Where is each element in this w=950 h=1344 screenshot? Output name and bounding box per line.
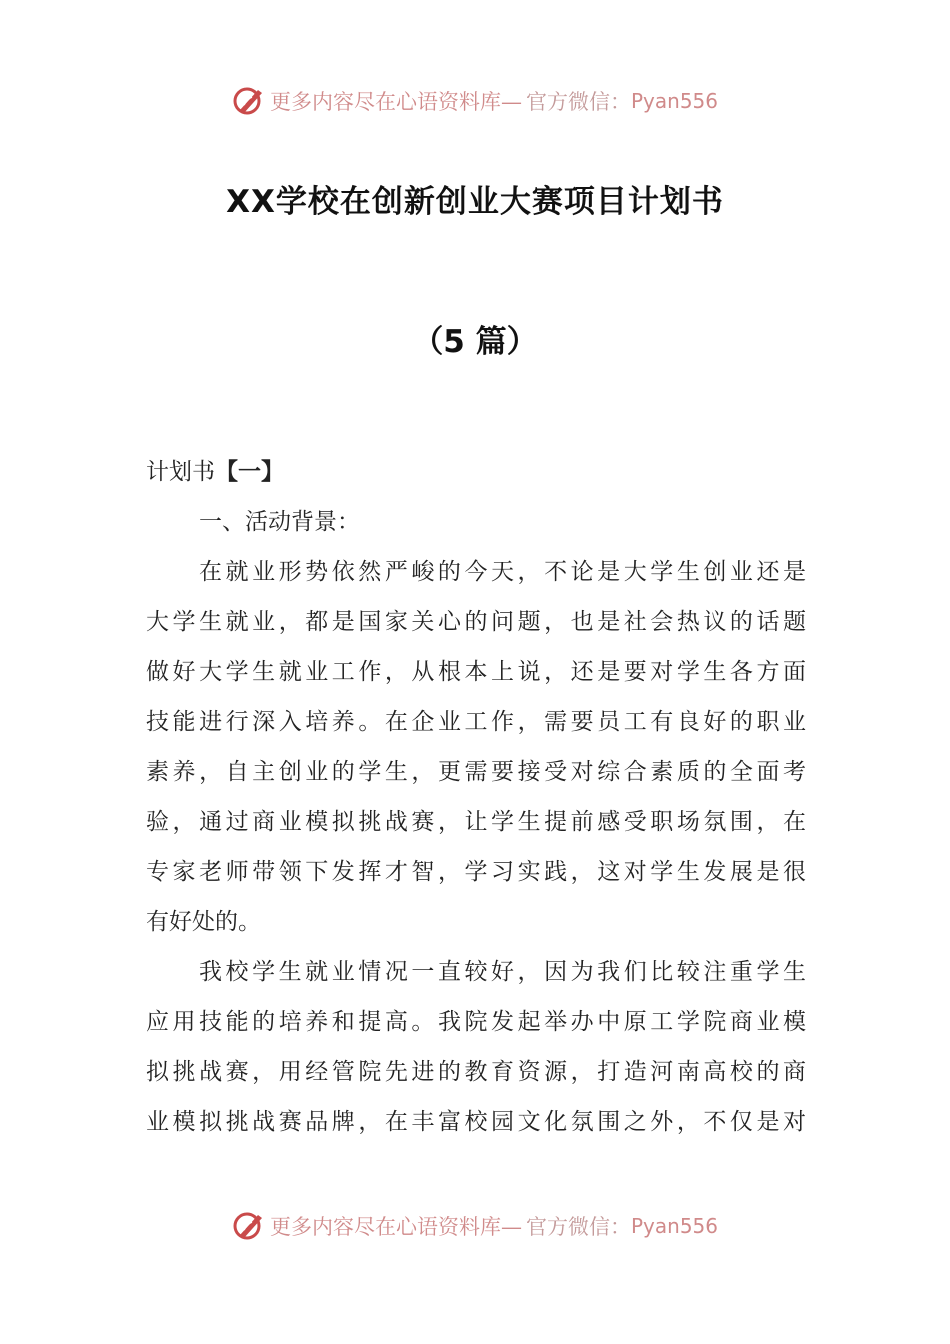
paragraph-line: 做好大学生就业工作，从根本上说，还是要对学生各方面 <box>146 659 806 685</box>
paragraph-line: 业模拟挑战赛品牌，在丰富校园文化氛围之外，不仅是对 <box>146 1109 806 1135</box>
paragraph-line: 我校学生就业情况一直较好，因为我们比较注重学生 <box>199 959 806 985</box>
pen-logo-icon <box>232 84 266 118</box>
pen-logo-icon <box>232 1209 266 1243</box>
paragraph-line: 大学生就业，都是国家关心的问题，也是社会热议的话题 <box>146 609 806 635</box>
paragraph-line: 在就业形势依然严峻的今天，不论是大学生创业还是 <box>199 559 806 585</box>
banner-wechat-label: 官方微信： <box>525 90 631 114</box>
banner-wechat-label: 官方微信： <box>525 1215 631 1239</box>
paragraph-1 <box>146 555 806 955</box>
section-heading <box>146 455 806 505</box>
paragraph-line: 技能进行深入培养。在企业工作，需要员工有良好的职业 <box>146 709 806 735</box>
paragraph-line: 验，通过商业模拟挑战赛，让学生提前感受职场氛围，在 <box>146 809 806 835</box>
section-number: 【一】 <box>215 459 284 485</box>
document-subtitle: （5 篇） <box>412 324 538 360</box>
document-title: XX学校在创新创业大赛项目计划书 <box>226 184 724 220</box>
paragraph-line: 有好处的。 <box>146 909 261 935</box>
paragraph-line: 专家老师带领下发挥才智，学习实践，这对学生发展是很 <box>146 859 806 885</box>
paragraph-line: 应用技能的培养和提高。我院发起举办中原工学院商业模 <box>146 1009 806 1035</box>
banner-wechat-id: Pyan556 <box>630 1214 718 1238</box>
heading-1: 一、活动背景： <box>199 509 360 535</box>
section-label: 计划书 <box>146 459 215 485</box>
banner-text: 更多内容尽在心语资料库— <box>269 1215 522 1239</box>
footer-watermark-banner <box>0 1209 950 1243</box>
header-watermark-banner <box>0 84 950 118</box>
banner-text: 更多内容尽在心语资料库— <box>269 90 522 114</box>
paragraph-2 <box>146 955 806 1155</box>
document-body <box>146 455 806 1155</box>
paragraph-line: 素养，自主创业的学生，更需要接受对综合素质的全面考 <box>146 759 806 785</box>
banner-wechat-id: Pyan556 <box>630 89 718 113</box>
paragraph-line: 拟挑战赛，用经管院先进的教育资源，打造河南高校的商 <box>146 1059 806 1085</box>
